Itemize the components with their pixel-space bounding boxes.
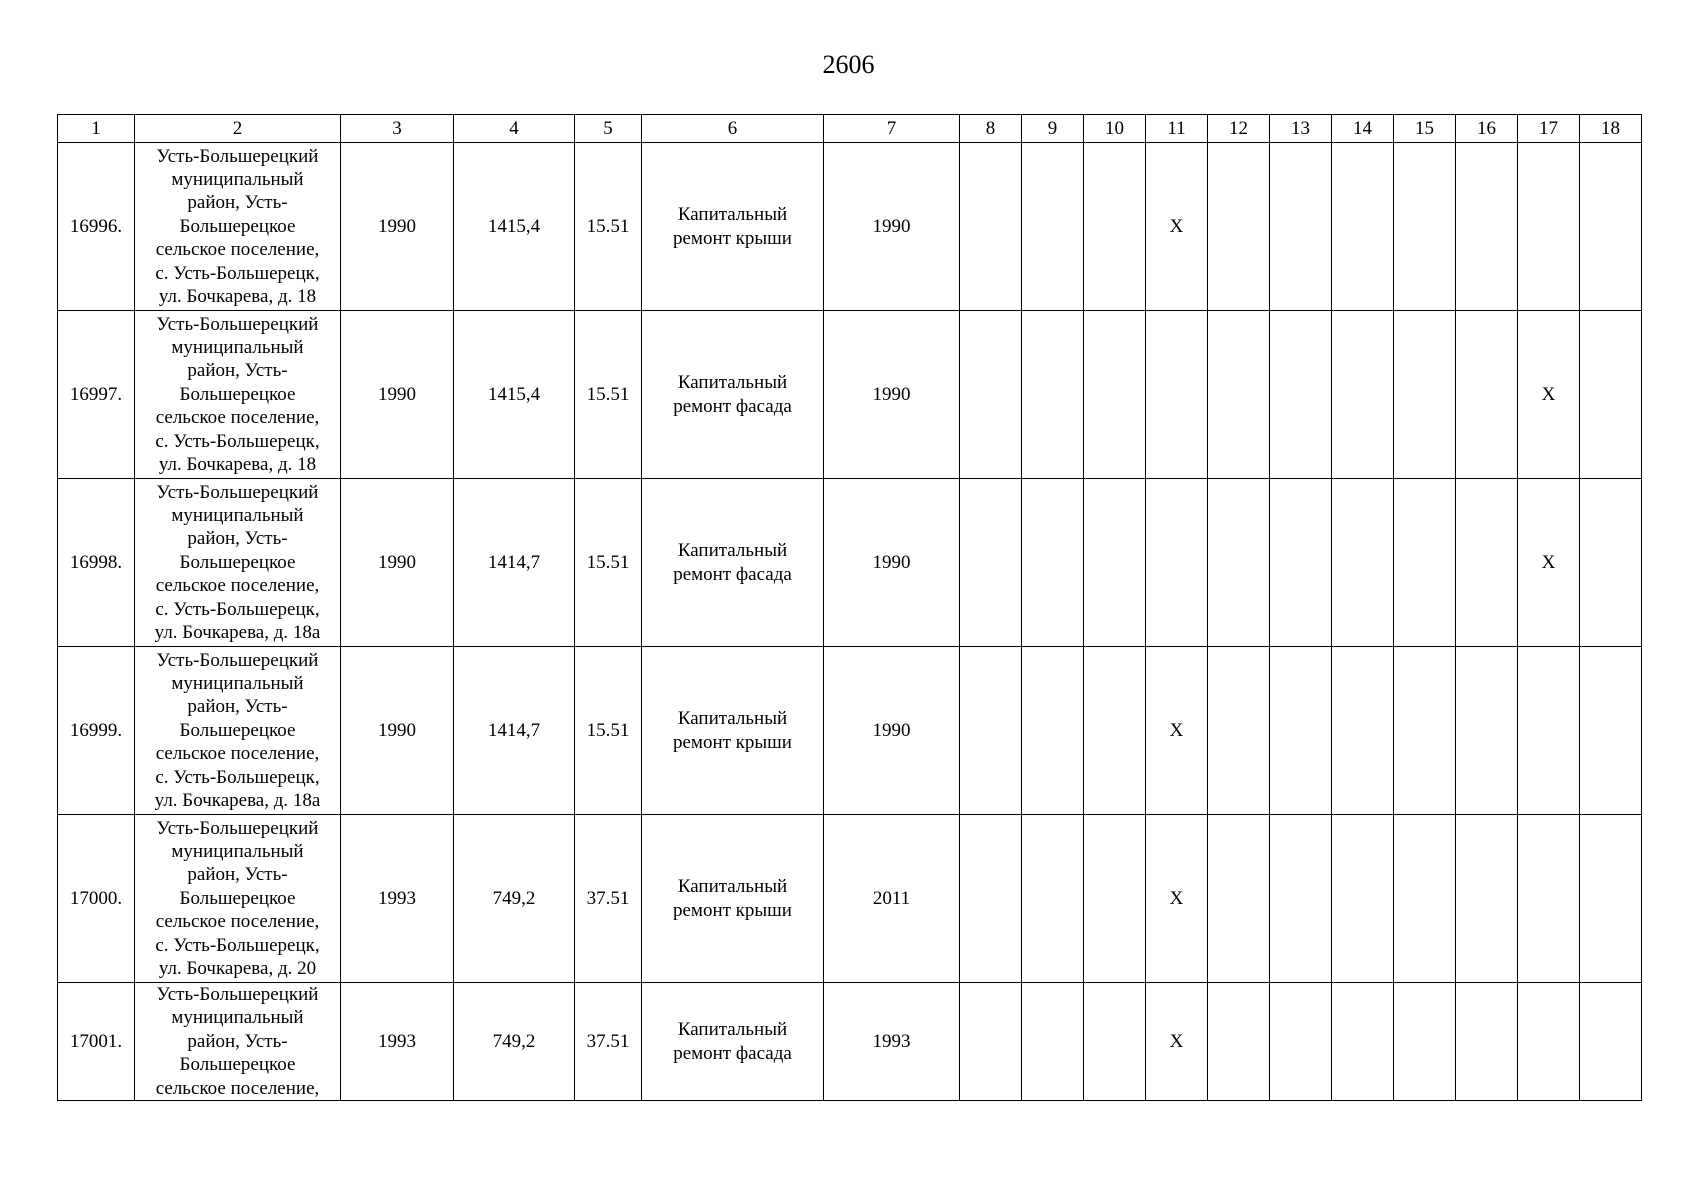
table-row [58,647,1642,815]
area: 1415,4 [454,143,575,311]
address-line: Усть-Большерецкий [156,817,319,839]
empty-cell [1084,143,1146,311]
empty-cell [1270,143,1332,311]
row-number: 16999. [58,647,135,815]
empty-cell [960,815,1022,983]
empty-cell [1208,311,1270,479]
build-year: 1990 [341,311,454,479]
empty-cell [1270,479,1332,647]
column-header-11: 11 [1146,115,1208,143]
register-table [57,114,1642,1101]
address-line: район, Усть- [187,1030,288,1052]
column-header-13: 13 [1270,115,1332,143]
empty-cell [1580,311,1642,479]
empty-cell [1332,479,1394,647]
area: 1414,7 [454,647,575,815]
empty-cell [1580,815,1642,983]
address-line: Усть-Большерецкий [156,481,319,503]
column-header-16: 16 [1456,115,1518,143]
address-line: Большерецкое [179,551,296,573]
empty-cell [960,983,1022,1101]
empty-cell [1456,311,1518,479]
address-line: Большерецкое [179,719,296,741]
work-type [642,815,824,983]
address-line: Большерецкое [179,887,296,909]
address-line: муниципальный [171,336,304,358]
empty-cell [1146,311,1208,479]
address-line: Усть-Большерецкий [156,649,319,671]
empty-cell [960,647,1022,815]
address-line: Большерецкое [179,1054,296,1076]
empty-cell [1022,647,1084,815]
empty-cell [1394,479,1456,647]
address-line: ул. Бочкарева, д. 18а [154,622,321,644]
empty-cell [1394,983,1456,1101]
empty-cell [1270,815,1332,983]
mark-cell: X [1146,647,1208,815]
address-line: с. Усть-Большерецк, [155,934,320,956]
address-line: с. Усть-Большерецк, [155,598,320,620]
work-type-line: ремонт фасада [673,1042,792,1064]
empty-cell [1518,983,1580,1101]
empty-cell [1208,815,1270,983]
work-type [642,143,824,311]
wear: 15.51 [575,143,642,311]
mark-cell: X [1146,983,1208,1101]
empty-cell [1270,311,1332,479]
empty-cell [1022,143,1084,311]
address-line: район, Усть- [187,864,288,886]
empty-cell [1518,815,1580,983]
empty-cell [1208,143,1270,311]
address-line: сельское поселение, [155,407,320,429]
build-year: 1990 [341,479,454,647]
address-line: муниципальный [171,1007,304,1029]
empty-cell [1580,479,1642,647]
address-line: сельское поселение, [155,1077,320,1099]
work-type-line: ремонт крыши [673,731,792,753]
address-line: ул. Бочкарева, д. 18 [158,454,317,476]
address-cell [135,479,341,647]
table-row [58,479,1642,647]
address-line: муниципальный [171,672,304,694]
address-line: Усть-Большерецкий [156,313,319,335]
empty-cell [1456,143,1518,311]
mark-cell: X [1146,815,1208,983]
empty-cell [1518,647,1580,815]
address-line: район, Усть- [187,696,288,718]
table-row [58,311,1642,479]
empty-cell [1332,311,1394,479]
empty-cell [1456,815,1518,983]
empty-cell [1332,143,1394,311]
column-header-3: 3 [341,115,454,143]
empty-cell [960,143,1022,311]
address-line: муниципальный [171,840,304,862]
empty-cell [1146,479,1208,647]
empty-cell [1022,479,1084,647]
work-type-line: Капитальный [677,372,788,394]
address-line: район, Усть- [187,528,288,550]
address-line: муниципальный [171,504,304,526]
address-line: ул. Бочкарева, д. 18а [154,790,321,812]
mark-cell: X [1518,311,1580,479]
page-number: 2606 [822,50,875,79]
column-header-1: 1 [58,115,135,143]
work-type [642,647,824,815]
row-number: 16998. [58,479,135,647]
empty-cell [1084,983,1146,1101]
empty-cell [960,311,1022,479]
column-header-14: 14 [1332,115,1394,143]
column-header-5: 5 [575,115,642,143]
address-line: сельское поселение, [155,575,320,597]
address-cell [135,815,341,983]
empty-cell [1084,311,1146,479]
mark-cell: X [1518,479,1580,647]
column-header-2: 2 [135,115,341,143]
address-line: сельское поселение, [155,911,320,933]
wear: 37.51 [575,983,642,1101]
row-number: 17000. [58,815,135,983]
work-type-line: ремонт фасада [673,395,792,417]
empty-cell [1580,143,1642,311]
work-type-line: Капитальный [677,540,788,562]
address-line: с. Усть-Большерецк, [155,262,320,284]
row-number: 17001. [58,983,135,1101]
work-year: 1990 [824,647,960,815]
build-year: 1990 [341,647,454,815]
empty-cell [1456,479,1518,647]
empty-cell [1022,815,1084,983]
address-cell [135,143,341,311]
column-header-4: 4 [454,115,575,143]
empty-cell [960,479,1022,647]
empty-cell [1208,479,1270,647]
address-line: Большерецкое [179,215,296,237]
empty-cell [1580,647,1642,815]
row-number: 16996. [58,143,135,311]
empty-cell [1332,815,1394,983]
table-row [58,983,1642,1101]
build-year: 1993 [341,983,454,1101]
address-line: сельское поселение, [155,239,320,261]
column-header-15: 15 [1394,115,1456,143]
area: 1415,4 [454,311,575,479]
address-cell [135,311,341,479]
address-line: район, Усть- [187,192,288,214]
empty-cell [1084,647,1146,815]
build-year: 1993 [341,815,454,983]
work-year: 2011 [824,815,960,983]
address-line: с. Усть-Большерецк, [155,430,320,452]
area: 749,2 [454,815,575,983]
address-cell [135,647,341,815]
address-clip [137,983,338,1100]
wear: 15.51 [575,479,642,647]
work-type-line: Капитальный [677,708,788,730]
column-header-18: 18 [1580,115,1642,143]
address-line: район, Усть- [187,360,288,382]
empty-cell [1208,647,1270,815]
empty-cell [1394,143,1456,311]
header-row [58,115,1642,143]
table-row [58,143,1642,311]
row-number: 16997. [58,311,135,479]
empty-cell [1022,983,1084,1101]
work-type-line: Капитальный [677,1019,788,1041]
work-year: 1990 [824,479,960,647]
empty-cell [1332,647,1394,815]
work-year: 1993 [824,983,960,1101]
empty-cell [1456,647,1518,815]
work-type-line: Капитальный [677,876,788,898]
build-year: 1990 [341,143,454,311]
empty-cell [1022,311,1084,479]
work-type-line: ремонт фасада [673,563,792,585]
address-line: муниципальный [171,168,304,190]
empty-cell [1208,983,1270,1101]
address-line: сельское поселение, [155,743,320,765]
address-line: ул. Бочкарева, д. 20 [158,958,317,980]
work-type [642,479,824,647]
empty-cell [1580,983,1642,1101]
column-header-12: 12 [1208,115,1270,143]
work-type [642,311,824,479]
work-type-line: ремонт крыши [673,227,792,249]
empty-cell [1084,479,1146,647]
wear: 37.51 [575,815,642,983]
address-line: Усть-Большерецкий [156,984,319,1005]
address-line: с. Усть-Большерецк, [155,766,320,788]
area: 749,2 [454,983,575,1101]
empty-cell [1518,143,1580,311]
column-header-8: 8 [960,115,1022,143]
empty-cell [1394,311,1456,479]
work-type-line: ремонт крыши [673,899,792,921]
column-header-17: 17 [1518,115,1580,143]
address-cell [135,983,341,1101]
empty-cell [1394,815,1456,983]
column-header-7: 7 [824,115,960,143]
column-header-9: 9 [1022,115,1084,143]
empty-cell [1270,983,1332,1101]
column-header-10: 10 [1084,115,1146,143]
column-header-6: 6 [642,115,824,143]
wear: 15.51 [575,647,642,815]
area: 1414,7 [454,479,575,647]
address-line: ул. Бочкарева, д. 18 [158,286,317,308]
empty-cell [1270,647,1332,815]
address-line: Большерецкое [179,383,296,405]
work-type [642,983,824,1101]
work-year: 1990 [824,143,960,311]
empty-cell [1084,815,1146,983]
work-type-line: Капитальный [677,204,788,226]
empty-cell [1332,983,1394,1101]
wear: 15.51 [575,311,642,479]
empty-cell [1456,983,1518,1101]
work-year: 1990 [824,311,960,479]
table-body [58,143,1642,1101]
table-row [58,815,1642,983]
empty-cell [1394,647,1456,815]
mark-cell: X [1146,143,1208,311]
address-line: Усть-Большерецкий [156,145,319,167]
